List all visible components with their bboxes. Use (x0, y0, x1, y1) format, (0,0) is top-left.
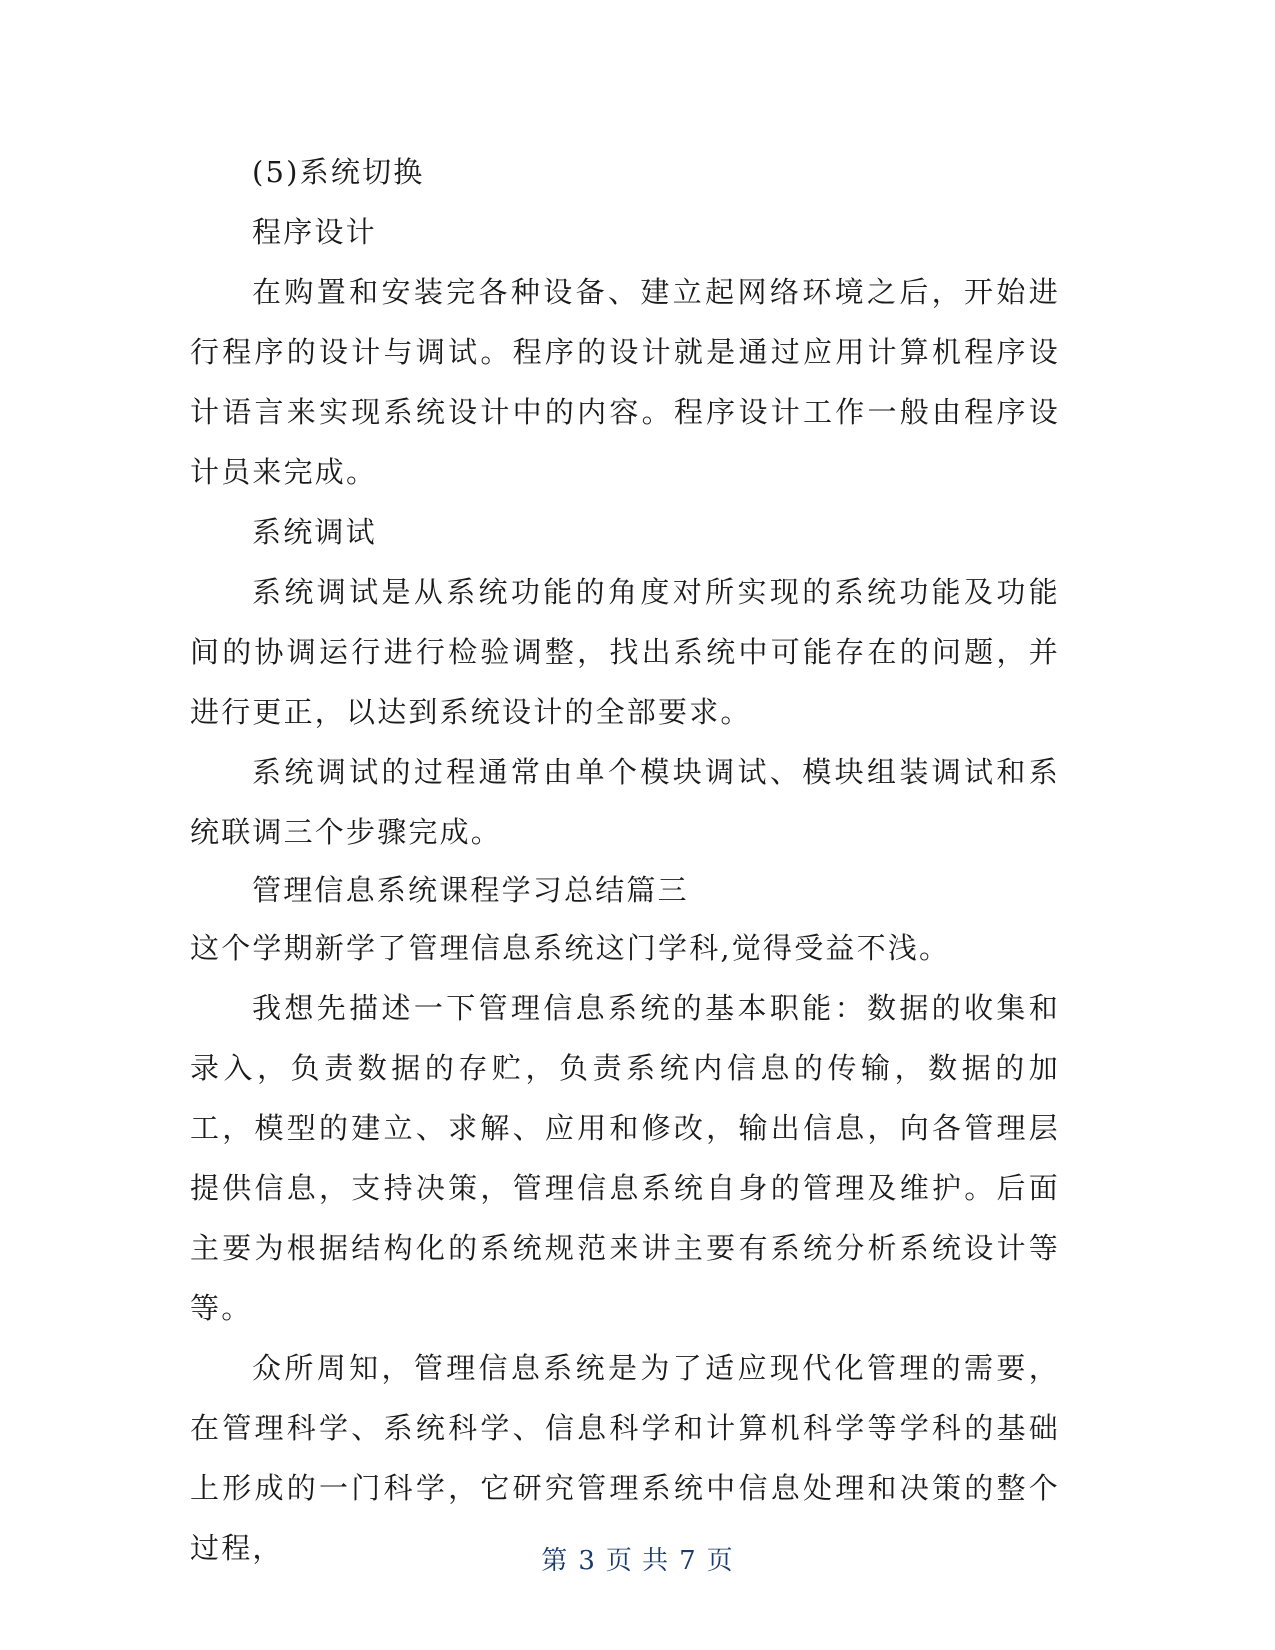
paragraph-debugging-steps: 系统调试的过程通常由单个模块调试、模块组装调试和系统联调三个步骤完成。 (190, 755, 1060, 849)
footer-mid: 页 共 (605, 1546, 670, 1576)
footer-prefix: 第 (541, 1546, 569, 1576)
footer-suffix: 页 (706, 1546, 734, 1576)
section-heading-system-switch: (5)系统切换 (252, 155, 425, 189)
section-heading-system-debugging: 系统调试 (252, 515, 377, 549)
footer-total-pages: 7 (679, 1546, 697, 1576)
paragraph-intro: 这个学期新学了管理信息系统这门学科,觉得受益不浅。 (190, 931, 951, 965)
page-footer (0, 1540, 1275, 1577)
section-heading-programming: 程序设计 (252, 215, 377, 249)
paragraph-system-debugging: 系统调试是从系统功能的角度对所实现的系统功能及功能间的协调运行进行检验调整，找出系统中可能存在的问题，并进行更正，以达到系统设计的全部要求。 (190, 575, 1060, 729)
article-title: 管理信息系统课程学习总结篇三 (252, 873, 689, 907)
paragraph-basic-functions: 我想先描述一下管理信息系统的基本职能：数据的收集和录入，负责数据的存贮，负责系统内信息的传输，数据的加工，模型的建立、求解、应用和修改，输出信息，向各管理层提供信息，支持决策，管理信息系统自身的管理及维护。后面主要为根据结构化的系统规范来讲主要有系统分析系统设计等等。 (190, 991, 1060, 1325)
paragraph-programming: 在购置和安装完各种设备、建立起网络环境之后，开始进行程序的设计与调试。程序的设计就是通过应用计算机程序设计语言来实现系统设计中的内容。程序设计工作一般由程序设计员来完成。 (190, 275, 1060, 489)
document-body (190, 142, 1060, 1578)
paragraph-overview: 众所周知，管理信息系统是为了适应现代化管理的需要，在管理科学、系统科学、信息科学和计算机科学等学科的基础上形成的一门科学，它研究管理系统中信息处理和决策的整个过程， (190, 1351, 1060, 1565)
footer-current-page: 3 (578, 1546, 596, 1576)
